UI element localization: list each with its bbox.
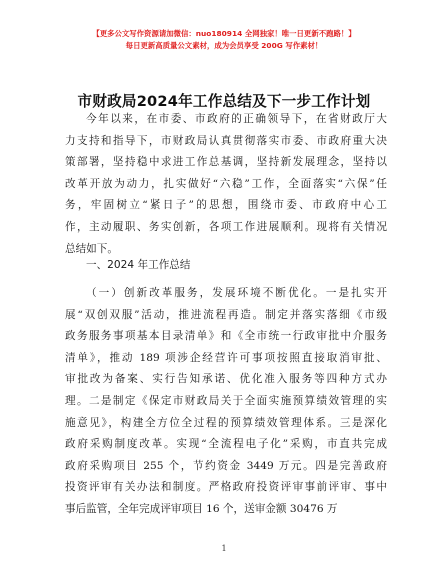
promo-banner-line-2: 每日更新高质量公文素材，成为会员享受 200G 写作素材！: [125, 41, 323, 50]
section-line: 施意见》，构建全方位全过程的预算绩效管理体系。三是深化: [65, 416, 387, 429]
promo-banner-line-1: 【更多公文写作资源请加微信：nuo180914 全网独家！唯一日更新不跑路！】: [92, 29, 356, 38]
section-heading: 一、2024 年工作总结: [86, 259, 191, 271]
intro-line: 策部署，坚持稳中求进工作总基调，坚持新发展理念，坚持以: [65, 156, 387, 169]
intro-line: 改革开放为动力，扎实做好“六稳”工作，全面落实“六保”任: [65, 177, 387, 190]
section-line: 政务服务事项基本目录清单》和《全市统一行政审批中介服务: [65, 330, 387, 343]
document-title: 市财政局2024年工作总结及下一步工作计划: [77, 93, 371, 110]
intro-line: 务，牢固树立“紧日子”的思想，围绕市委、市政府中心工: [65, 199, 387, 212]
section-line: 清单》，推动 189 项涉企经营许可事项按照直接取消审批、: [65, 351, 387, 364]
intro-line: 作，主动履职、务实创新，各项工作进展顺利。现将有关情况: [65, 220, 387, 233]
intro-paragraph: [65, 109, 387, 260]
section-line: 事后监管，全年完成评审项目 16 个，送审金额 30476 万: [65, 502, 338, 515]
section-line: 理。二是制定《保定市财政局关于全面实施预算绩效管理的实: [65, 394, 387, 407]
section-line: 展“双创双服”活动，推进流程再造。制定并落实落细《市级: [65, 308, 387, 321]
intro-line: 总结如下。: [65, 242, 118, 255]
section-paragraph: [65, 283, 387, 521]
section-line: 政府采购制度改革。实现“全流程电子化”采购，市直共完成: [65, 438, 387, 451]
intro-line: 今年以来，在市委、市政府的正确领导下，在省财政厅大: [86, 113, 387, 125]
intro-line: 力支持和指导下，市财政局认真贯彻落实市委、市政府重大决: [65, 134, 387, 147]
section-line: 审批改为备案、实行告知承诺、优化准入服务等四种方式办: [65, 373, 387, 386]
page-number: 1: [221, 544, 227, 553]
section-line: （一）创新改革服务，发展环境不断优化。一是扎实开: [86, 287, 387, 299]
section-line: 政府采购项目 255 个，节约资金 3449 万元。四是完善政府: [65, 459, 387, 472]
section-line: 投资评审有关办法和制度。严格政府投资评审事前评审、事中: [65, 481, 387, 494]
